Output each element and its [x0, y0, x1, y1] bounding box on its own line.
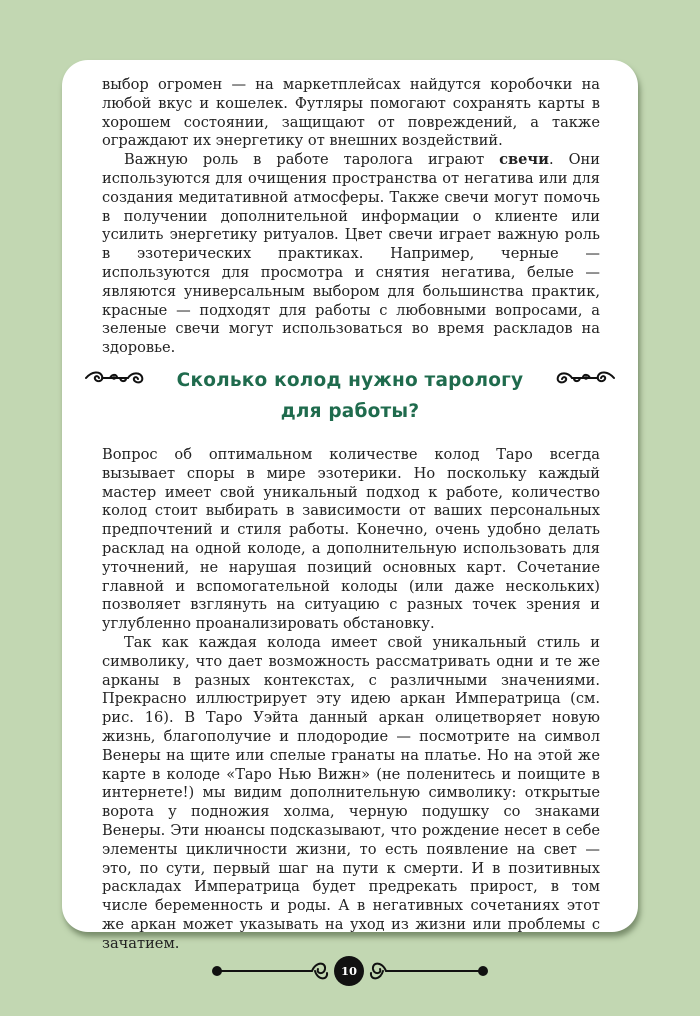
page-number-badge [334, 956, 364, 986]
flourish-right-icon [554, 367, 616, 389]
text-block-intro [102, 76, 600, 358]
bold-term-candles: свечи [499, 151, 549, 169]
heading-line-1: Сколько колод нужно тарологу [176, 370, 524, 391]
paragraph-deck-count: Вопрос об оптимальном количестве колод Таро всегда вызывает споры в мире эзотерики. Но поскольку каждый мастер имеет свой уникальный подход к работе, количество колод стоит выбирать в зависимости от ваших персональных предпочтений и стиля работы. Конечно, очень удобно делать расклад на одной колоде, а дополнительную использовать для уточнений, не нарушая позиций основных карт. Сочетание главной и вспомогательной колоды (или даже нескольких) позволяет взглянуть на ситуацию с разных точек зрения и углубленно проанализировать обстановку. [102, 446, 600, 633]
paragraph-empress: Так как каждая колода имеет свой уникальный стиль и символику, что дает возможность рассматривать одни и те же арканы в разных контекстах, с различными значениями. Прекрасно иллюстрирует эту идею аркан Императрица (см. рис. 16). В Таро Уэйта данный аркан олицетворяет новую жизнь, благополучие и плодородие — посмотрите на символ Венеры на щите или спелые гранаты на платье. Но на этой же карте в колоде «Таро Нью Вижн» (не поленитесь и поищите в интернете!) мы видим дополнительную символику: открытые ворота у подножия холма, черную подушку со знаками Венеры. Эти нюансы подсказывают, что рождение несет в себе элементы цикличности жизни, то есть появление на свет — это, по сути, первый шаг на пути к смерти. И в позитивных раскладах Императрица будет предрекать прирост, в том числе беременность и роды. А в негативных сочетаниях этот же аркан может указывать на уход из жизни или проблемы с зачатием. [102, 633, 600, 952]
paragraph-candles-start: Важную роль в работе таролога играют [124, 151, 500, 169]
paragraph-candles-rest: . Они используются для очищения пространства от негатива или для создания медитативной атмосферы. Также свечи могут помочь в получении дополнительной информации о клиенте или усилить энергетику ритуалов. Цвет свечи играет важную роль в эзотерических практиках. Например, черные — используются для просмотра и снятия негатива, белые — являются универсальным выбором для большинства практик, красные — подходят для работы с любовными вопросами, а зеленые свечи могут использоваться во время раскладов на здоровье. [102, 151, 600, 357]
paragraph-candles [102, 151, 600, 358]
heading-line-2: для работы? [280, 401, 420, 422]
page-number: 10 [340, 964, 357, 978]
text-block-decks [102, 446, 600, 954]
paragraph-cases: выбор огромен — на маркетплейсах найдутся коробочки на любой вкус и кошелек. Футляры помогают сохранять карты в хорошем состоянии, защищают от повреждений, а также ограждают их энергетику от внешних воздействий. [102, 76, 600, 150]
section-heading [62, 365, 638, 427]
page-card [62, 60, 638, 952]
